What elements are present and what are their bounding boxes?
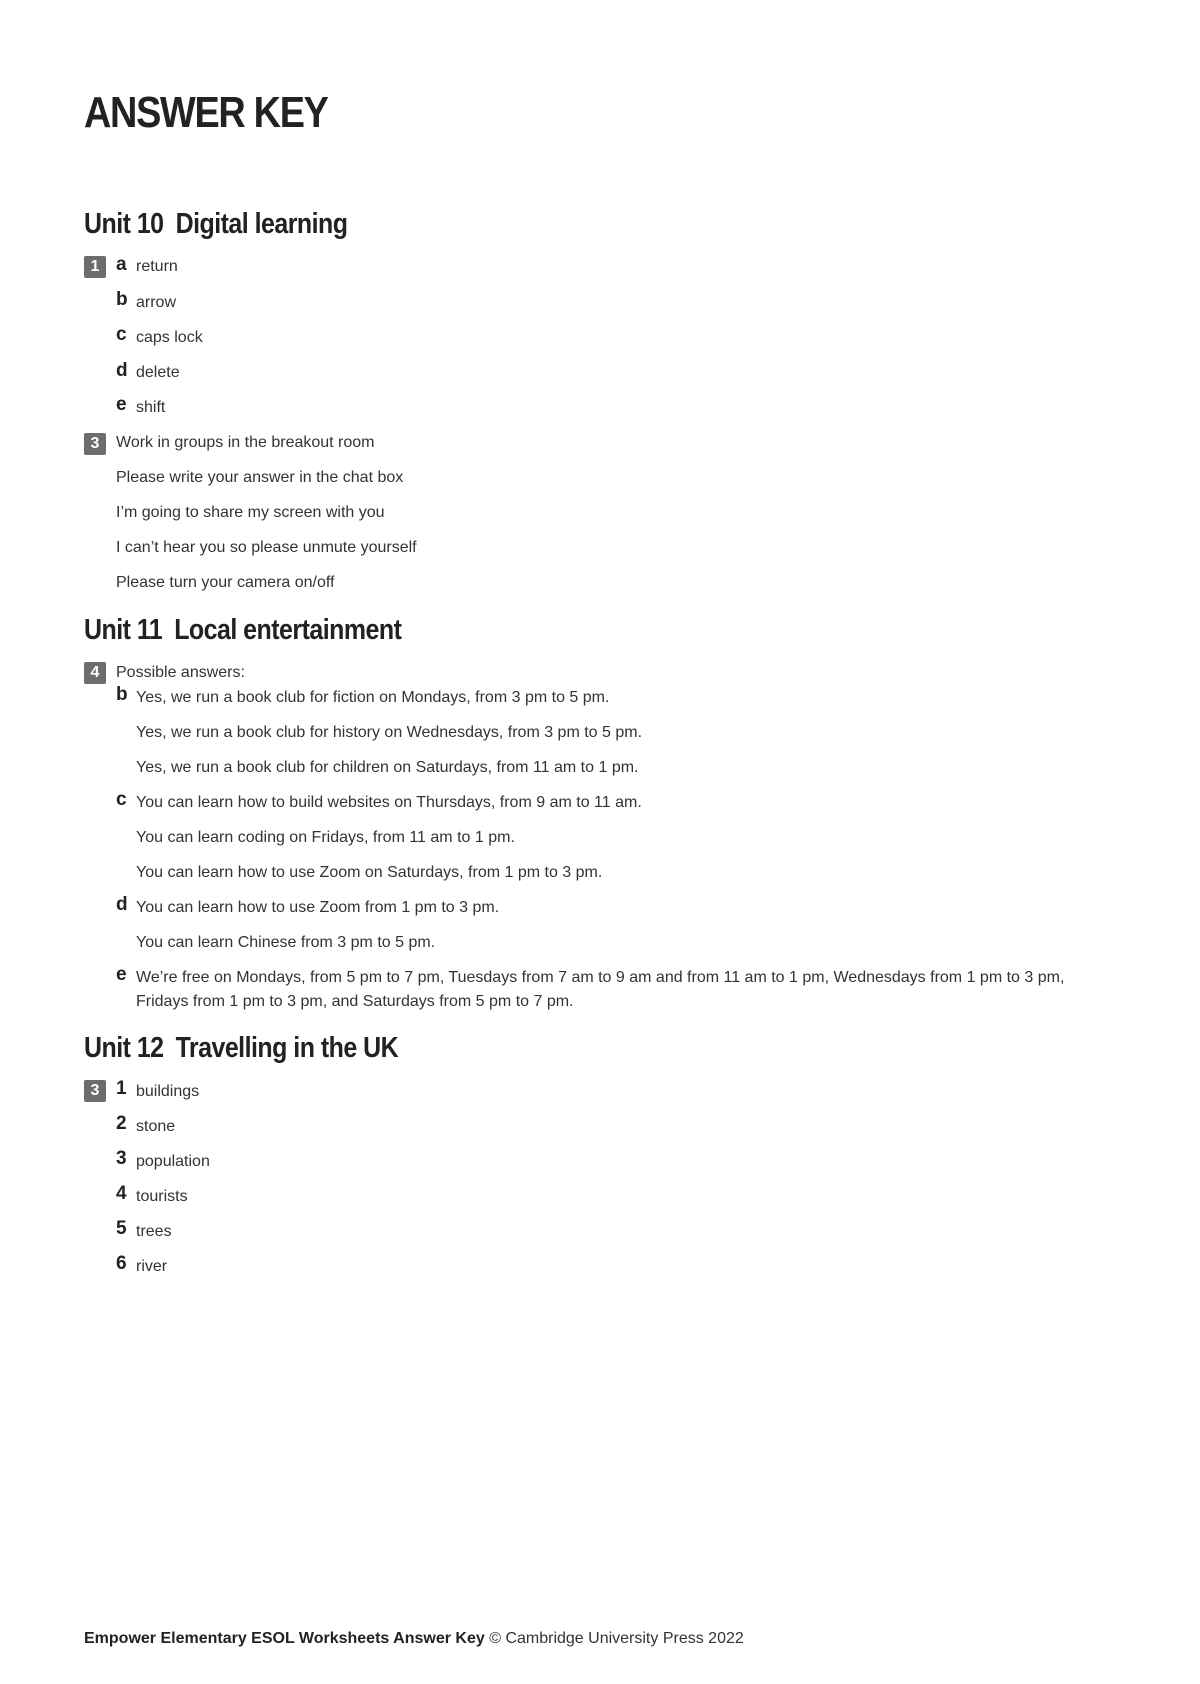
answer-line: return xyxy=(136,258,178,275)
item-number: 6 xyxy=(116,1253,127,1274)
unit-12-heading xyxy=(84,1032,398,1065)
item-letter: e xyxy=(116,394,127,415)
item-number: 4 xyxy=(116,1183,127,1204)
answer-line: shift xyxy=(136,399,166,416)
answer-line: Work in groups in the breakout room xyxy=(116,434,375,451)
answer-line: Please turn your camera on/off xyxy=(116,574,335,591)
footer-title: Empower Elementary ESOL Worksheets Answer Key xyxy=(84,1630,485,1647)
unit-12-title: Travelling in the UK xyxy=(175,1032,399,1064)
unit-11-label: Unit 11 xyxy=(84,614,163,646)
answer-line: stone xyxy=(136,1118,176,1135)
item-letter: e xyxy=(116,964,127,985)
answer-line: arrow xyxy=(136,294,177,311)
answer-line: caps lock xyxy=(136,329,203,346)
page-title: ANSWER KEY xyxy=(84,88,328,137)
item-letter: d xyxy=(116,894,128,915)
answer-line: population xyxy=(136,1153,210,1170)
answer-line: You can learn how to use Zoom on Saturdays, from 1 pm to 3 pm. xyxy=(136,864,603,881)
unit-12-label: Unit 12 xyxy=(84,1032,164,1064)
unit-10-label: Unit 10 xyxy=(84,208,164,240)
unit-10-title: Digital learning xyxy=(175,208,348,240)
item-letter: a xyxy=(116,254,127,275)
question-badge-3: 3 xyxy=(84,433,106,455)
answer-line: You can learn how to build websites on Thursdays, from 9 am to 11 am. xyxy=(136,794,642,811)
item-letter: b xyxy=(116,289,128,310)
answer-line: You can learn coding on Fridays, from 11 am to 1 pm. xyxy=(136,829,515,846)
unit-10-heading xyxy=(84,208,347,241)
answer-line: Yes, we run a book club for children on Saturdays, from 11 am to 1 pm. xyxy=(136,759,639,776)
unit-11-heading xyxy=(84,614,401,647)
answer-line: Please write your answer in the chat box xyxy=(116,469,404,486)
question-badge-4: 4 xyxy=(84,662,106,684)
footer-copyright: © Cambridge University Press 2022 xyxy=(489,1630,744,1647)
item-letter: d xyxy=(116,360,128,381)
item-number: 1 xyxy=(116,1078,127,1099)
answer-line: river xyxy=(136,1258,168,1275)
answer-line: delete xyxy=(136,364,180,381)
item-letter: b xyxy=(116,684,128,705)
answer-intro: Possible answers: xyxy=(116,664,245,681)
item-number: 5 xyxy=(116,1218,127,1239)
answer-line: You can learn Chinese from 3 pm to 5 pm. xyxy=(136,934,436,951)
item-letter: c xyxy=(116,324,127,345)
unit-11-title: Local entertainment xyxy=(174,614,402,646)
answer-line: Yes, we run a book club for fiction on Mondays, from 3 pm to 5 pm. xyxy=(136,689,610,706)
question-badge-1: 1 xyxy=(84,256,106,278)
answer-line: buildings xyxy=(136,1083,200,1100)
answer-line: We’re free on Mondays, from 5 pm to 7 pm, Tuesdays from 7 am to 9 am and from 11 am to 1 pm, Wednesdays from 1 pm to 3 pm, Fridays from 1 pm to 3 pm, and Saturdays from 5 pm to 7 pm. xyxy=(136,969,1065,1010)
answer-line: tourists xyxy=(136,1188,188,1205)
answer-line: trees xyxy=(136,1223,172,1240)
answer-line: I’m going to share my screen with you xyxy=(116,504,385,521)
item-number: 3 xyxy=(116,1148,127,1169)
item-number: 2 xyxy=(116,1113,127,1134)
page-footer xyxy=(84,1630,744,1648)
item-letter: c xyxy=(116,789,127,810)
answer-line: You can learn how to use Zoom from 1 pm to 3 pm. xyxy=(136,899,500,916)
question-badge-3: 3 xyxy=(84,1080,106,1102)
answer-line: I can’t hear you so please unmute yourself xyxy=(116,539,417,556)
answer-line: Yes, we run a book club for history on Wednesdays, from 3 pm to 5 pm. xyxy=(136,724,643,741)
